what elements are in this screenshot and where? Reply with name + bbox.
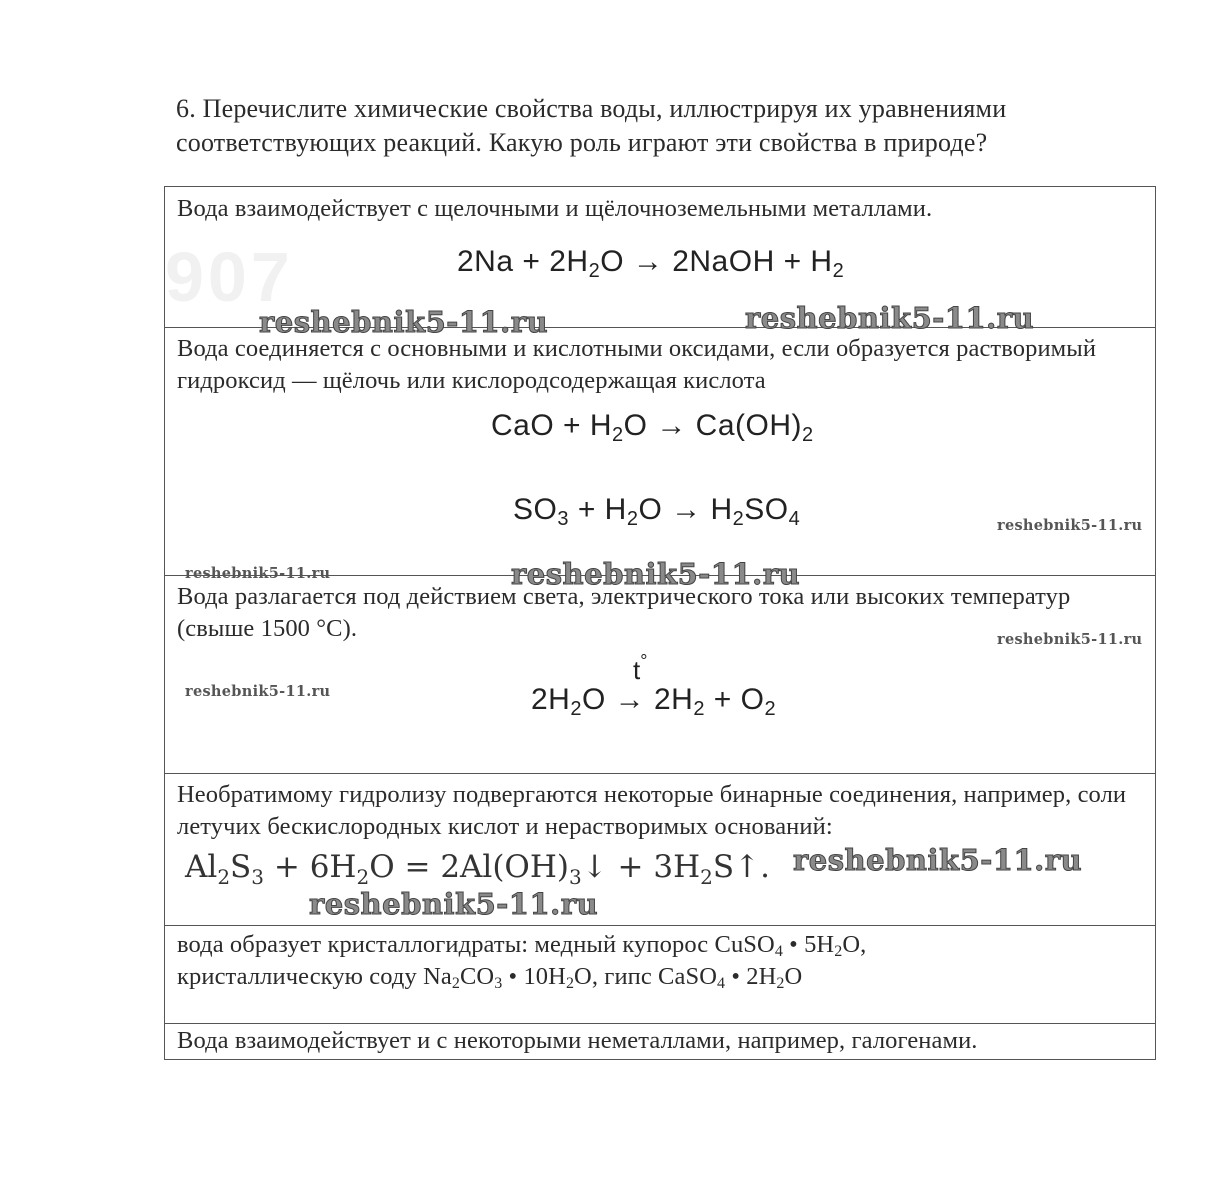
watermark: reshebnik5-11.ru bbox=[309, 887, 599, 921]
background-ghost-text: 907 bbox=[165, 238, 294, 316]
equation-cao-water: CaO + $H_2O \to Ca(OH)_2$ bbox=[491, 409, 814, 446]
watermark: reshebnik5-11.ru bbox=[185, 683, 331, 700]
watermark: reshebnik5-11.ru bbox=[259, 305, 549, 339]
row-text: Необратимому гидролизу подвергаются некоторые бинарные соединения, например, соли летучих бескислородных кислот и нерастворимых оснований: bbox=[177, 781, 1127, 840]
crystalhydrates-line-2: кристаллическую соду $Na_2CO_3$ • $10H_2O$, гипс CaSO$_4$ • $2H_2O$ bbox=[177, 963, 803, 992]
equation-water-decomposition: $2H_2O \to 2H_2 + O_2$ bbox=[531, 683, 777, 720]
equation-so3-water: $SO_3 + H_2O \to H_2SO_4$ bbox=[513, 493, 801, 530]
table-row bbox=[165, 187, 1155, 339]
watermark: reshebnik5-11.ru bbox=[185, 565, 331, 582]
question-text: 6. Перечислите химические свойства воды, иллюстрируя их уравнениями соответствующих реакций. Какую роль играют эти свойства в природе? bbox=[176, 94, 1007, 157]
crystalhydrates-line-1: вода образует кристаллогидраты: медный купорос CuSO$_4$ • $5H_2O$, bbox=[177, 931, 867, 960]
equation-al2s3-hydrolysis: $Al_2S_3 + 6H_2O$ = $2Al(OH)_3↓$ + $3H_2S↑$. bbox=[185, 849, 770, 889]
table-row bbox=[165, 575, 1155, 774]
equation-sodium-water: $2Na + 2H_2O$ → 2NaOH + $H_2$ bbox=[457, 245, 845, 282]
table-row bbox=[165, 1023, 1155, 1059]
properties-table bbox=[164, 186, 1156, 1060]
table-row bbox=[165, 327, 1155, 591]
watermark: reshebnik5-11.ru bbox=[793, 843, 1083, 877]
watermark: reshebnik5-11.ru bbox=[511, 557, 801, 591]
row-text: Вода соединяется с основными и кислотными оксидами, если образуется растворимый гидроксид — щёлочь или кислородсодержащая кислота bbox=[177, 335, 1097, 394]
watermark: reshebnik5-11.ru bbox=[997, 517, 1143, 534]
row-text: Вода взаимодействует и с некоторыми неметаллами, например, галогенами. bbox=[177, 1027, 978, 1054]
row-text: Вода взаимодействует с щелочными и щёлочноземельными металлами. bbox=[177, 195, 933, 222]
row-text: Вода разлагается под действием света, электрического тока или высоких температур (свыше 1500 °C). bbox=[177, 583, 1071, 642]
reaction-condition-temperature: t° bbox=[633, 651, 648, 685]
table-row bbox=[165, 925, 1155, 1024]
watermark: reshebnik5-11.ru bbox=[997, 631, 1143, 648]
table-row bbox=[165, 773, 1155, 926]
watermark: reshebnik5-11.ru bbox=[745, 301, 1035, 335]
